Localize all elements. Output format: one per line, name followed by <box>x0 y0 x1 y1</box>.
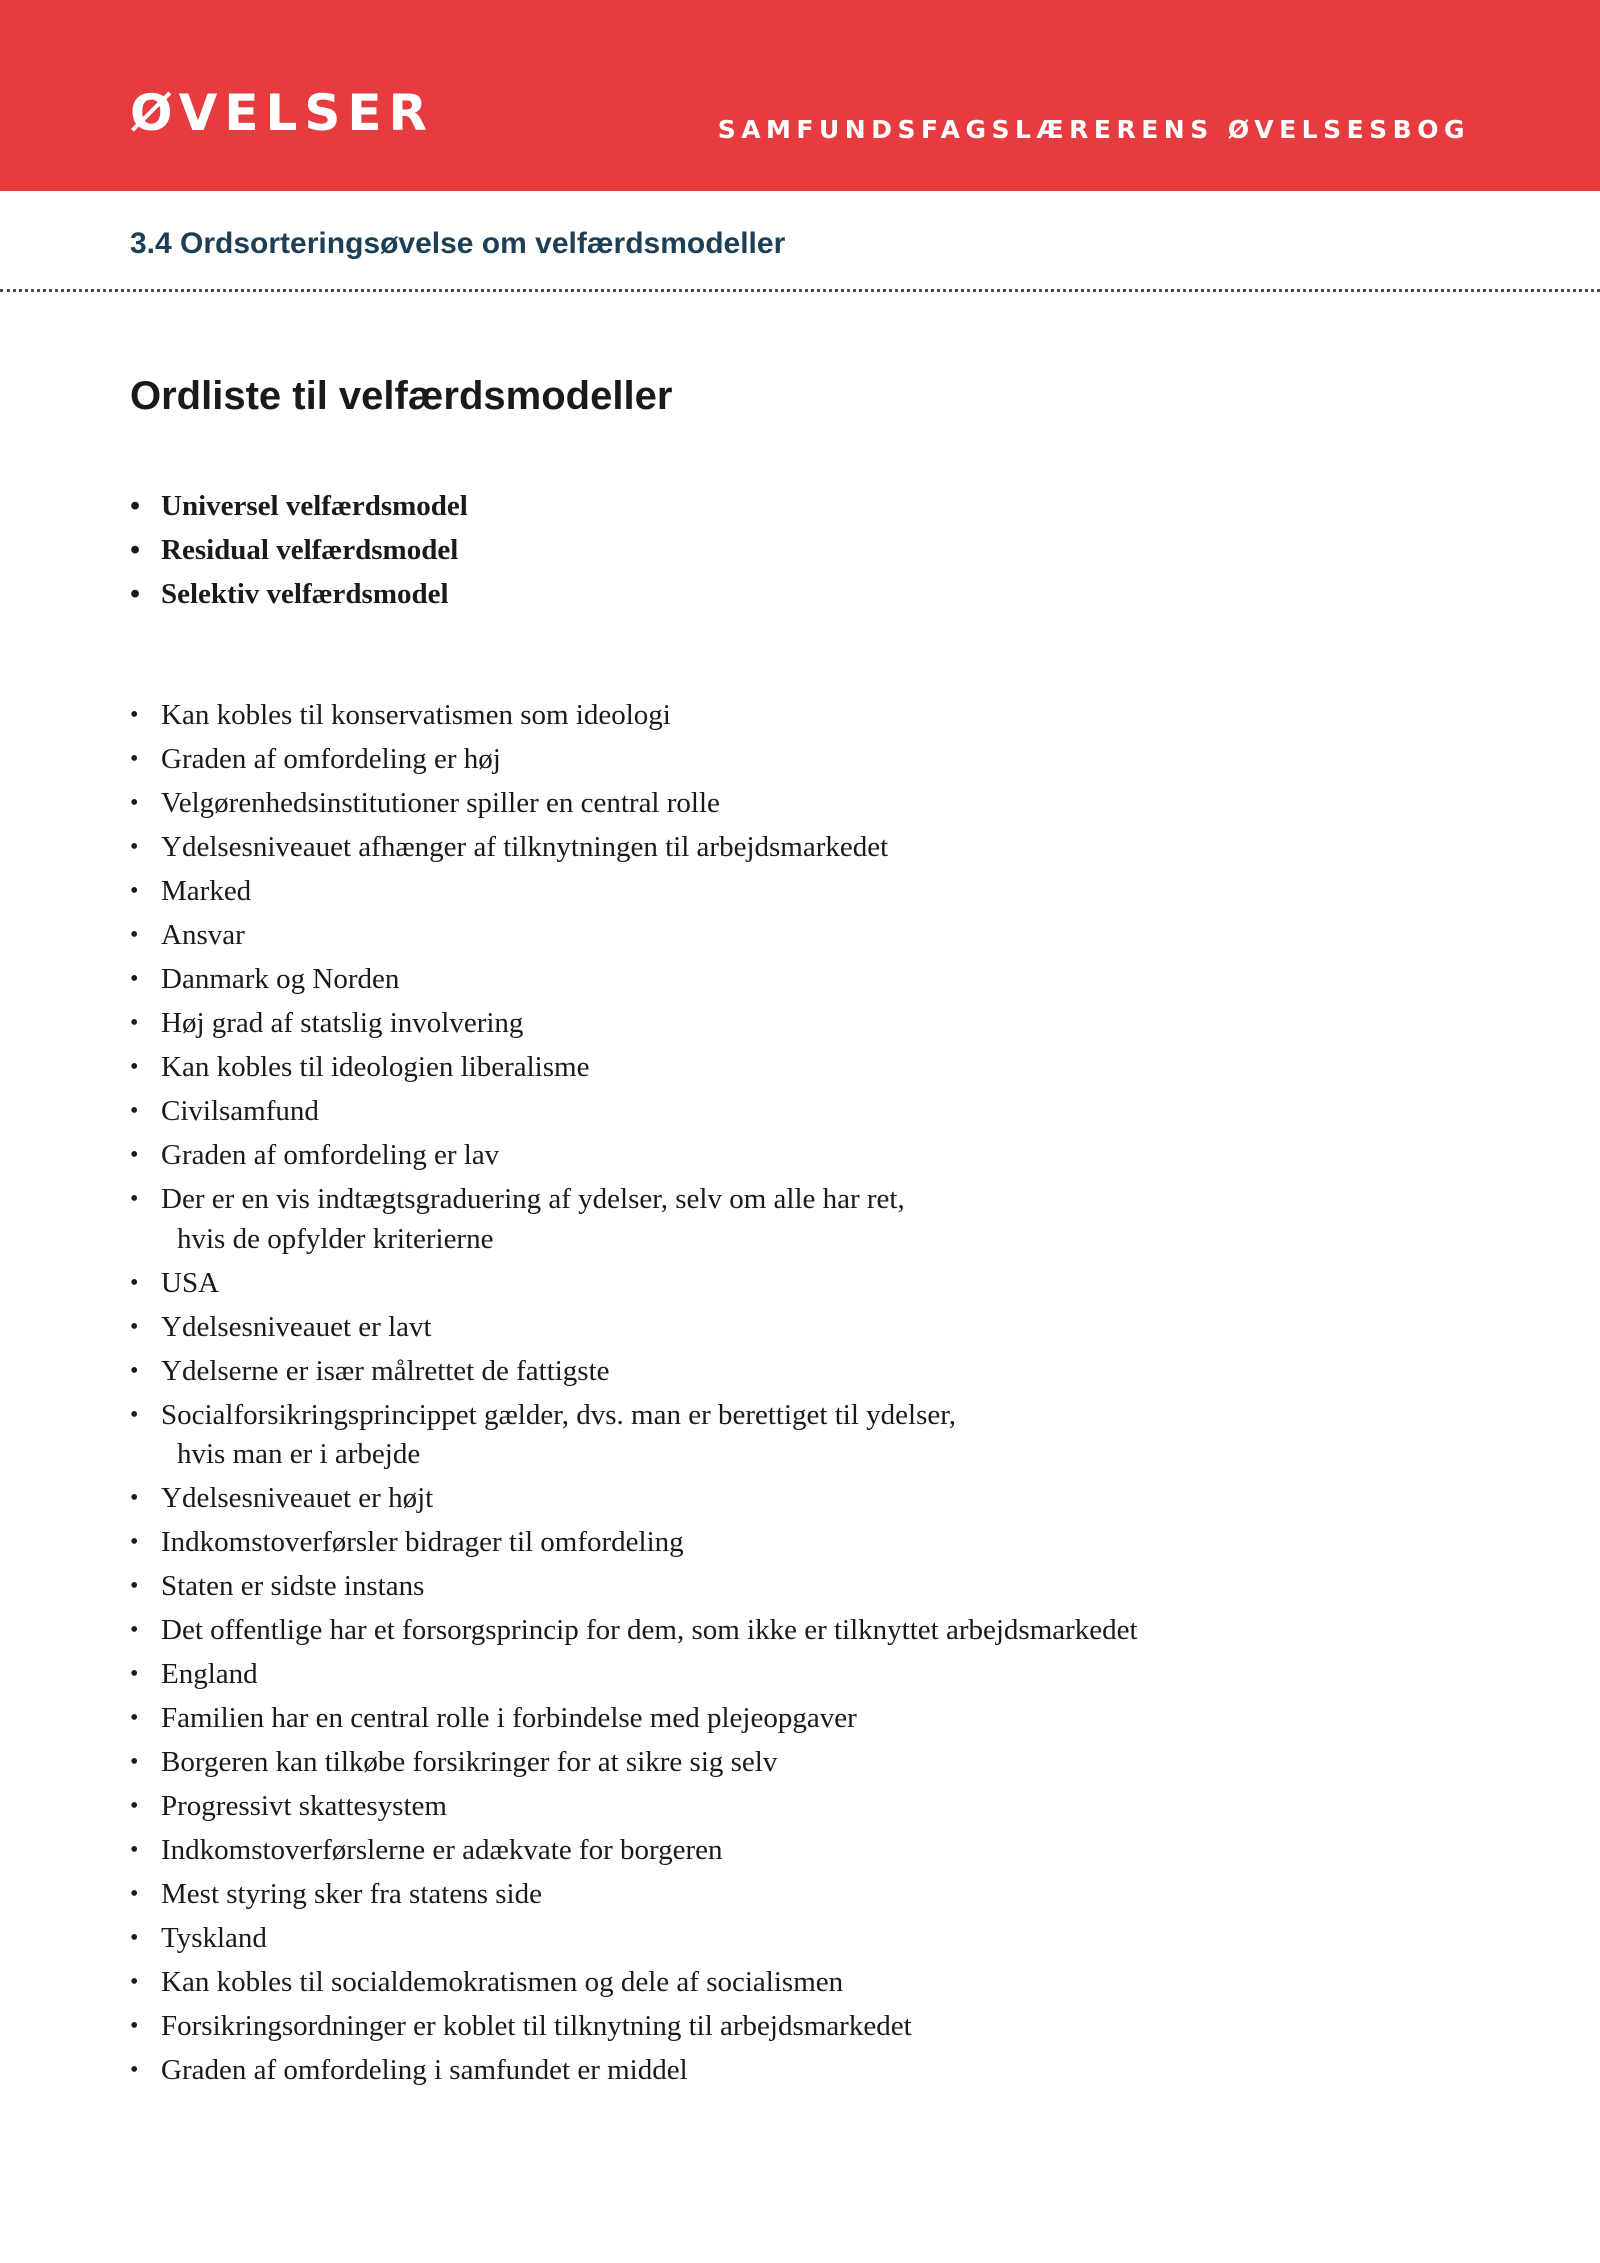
term-item <box>130 1655 1490 1695</box>
term-item <box>130 916 1490 956</box>
term-text: Tyskland <box>161 1922 267 1954</box>
term-item <box>130 1352 1490 1392</box>
term-item <box>130 1180 1490 1259</box>
term-text: Graden af omfordeling er lav <box>161 1139 500 1171</box>
term-item <box>130 1831 1490 1871</box>
term-item <box>130 1699 1490 1739</box>
term-item <box>130 1787 1490 1827</box>
term-item <box>130 2051 1490 2091</box>
models-list <box>130 484 468 616</box>
term-text: Kan kobles til socialdemokratismen og dele af socialismen <box>161 1966 844 1998</box>
dotted-divider <box>0 289 1600 292</box>
term-item <box>130 828 1490 868</box>
terms-list <box>130 696 1490 2095</box>
term-text: Familien har en central rolle i forbindelse med plejeopgaver <box>161 1702 857 1734</box>
term-text: Ydelsesniveauet er højt <box>161 1482 434 1514</box>
term-item <box>130 1963 1490 2003</box>
header-title: ØVELSER <box>130 84 435 142</box>
term-item <box>130 1875 1490 1915</box>
term-item <box>130 784 1490 824</box>
term-text: Kan kobles til konservatismen som ideologi <box>161 699 671 731</box>
term-item <box>130 1264 1490 1304</box>
term-item <box>130 740 1490 780</box>
term-item <box>130 1308 1490 1348</box>
term-text: Staten er sidste instans <box>161 1570 425 1602</box>
term-text: England <box>161 1658 258 1690</box>
term-item <box>130 1743 1490 1783</box>
term-text-continued: hvis man er i arbejde <box>177 1438 421 1470</box>
term-text: Der er en vis indtægtsgraduering af ydelser, selv om alle har ret, <box>161 1183 905 1215</box>
model-item: • Universel velfærdsmodel <box>130 484 468 528</box>
term-text: Marked <box>161 875 252 907</box>
term-item <box>130 872 1490 912</box>
term-text: Danmark og Norden <box>161 963 400 995</box>
term-item <box>130 1919 1490 1959</box>
term-text: Graden af omfordeling i samfundet er middel <box>161 2054 688 2086</box>
header-banner <box>0 0 1600 191</box>
term-text: Ydelserne er især målrettet de fattigste <box>161 1354 610 1387</box>
section-title: 3.4 Ordsorteringsøvelse om velfærdsmodeller <box>130 227 786 260</box>
term-text: Indkomstoverførsler bidrager til omfordeling <box>161 1526 684 1558</box>
term-item <box>130 960 1490 1000</box>
term-item <box>130 2007 1490 2047</box>
term-text: Progressivt skattesystem <box>161 1790 447 1822</box>
term-text: Borgeren kan tilkøbe forsikringer for at sikre sig selv <box>161 1746 778 1778</box>
term-item <box>130 1092 1490 1132</box>
term-item <box>130 1479 1490 1519</box>
term-text: Ansvar <box>161 919 245 951</box>
page-heading: Ordliste til velfærdsmodeller <box>130 374 673 418</box>
term-text: Civilsamfund <box>161 1095 319 1127</box>
term-text: Indkomstoverførslerne er adækvate for borgeren <box>161 1834 723 1866</box>
term-text: Mest styring sker fra statens side <box>161 1878 542 1910</box>
term-text: Ydelsesniveauet afhænger af tilknytningen til arbejdsmarkedet <box>161 831 889 863</box>
term-text: Velgørenhedsinstitutioner spiller en central rolle <box>161 787 720 819</box>
term-text: Forsikringsordninger er koblet til tilknytning til arbejdsmarkedet <box>161 2010 912 2042</box>
term-text: Høj grad af statslig involvering <box>161 1007 524 1039</box>
term-item <box>130 696 1490 736</box>
term-text-continued: hvis de opfylder kriterierne <box>177 1222 494 1255</box>
book-title: SAMFUNDSFAGSLÆRERENS ØVELSESBOG <box>717 115 1470 144</box>
term-text: Det offentlige har et forsorgsprincip for dem, som ikke er tilknyttet arbejdsmarkedet <box>161 1614 1138 1646</box>
term-text: Kan kobles til ideologien liberalisme <box>161 1051 590 1083</box>
term-item <box>130 1396 1490 1475</box>
term-text: Socialforsikringsprincippet gælder, dvs. man er berettiget til ydelser, <box>161 1398 956 1431</box>
term-text: Graden af omfordeling er høj <box>161 743 501 775</box>
term-item <box>130 1004 1490 1044</box>
term-item <box>130 1523 1490 1563</box>
term-item <box>130 1136 1490 1176</box>
model-item: • Residual velfærdsmodel <box>130 528 468 572</box>
term-item <box>130 1048 1490 1088</box>
term-text: USA <box>161 1266 220 1299</box>
model-item: • Selektiv velfærdsmodel <box>130 572 468 616</box>
term-item <box>130 1567 1490 1607</box>
term-text: Ydelsesniveauet er lavt <box>161 1310 432 1343</box>
term-item <box>130 1611 1490 1651</box>
